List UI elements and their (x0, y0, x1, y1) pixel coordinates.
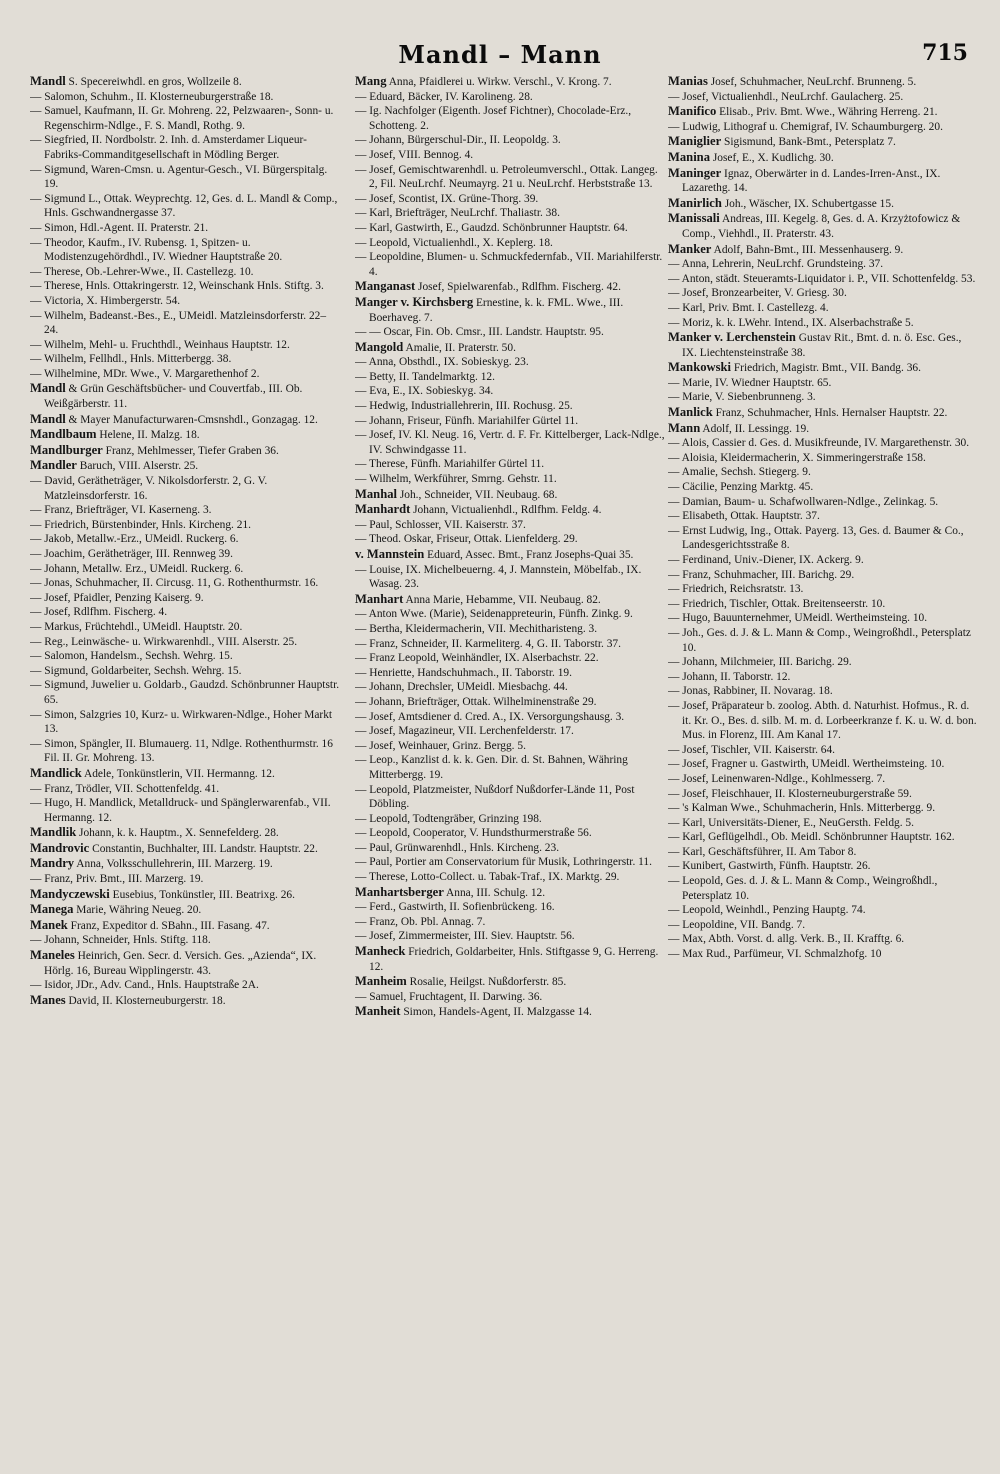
directory-entry: Manhardt Johann, Victualienhdl., Rdlfhm. Feldg. 4. (355, 502, 602, 517)
directory-entry: Mangold Amalie, II. Praterstr. 50. (355, 339, 516, 354)
directory-entry: Manina Josef, E., X. Kudlichg. 30. (668, 149, 834, 164)
directory-entry: — Franz, Briefträger, VI. Kaserneng. 3. (30, 504, 212, 517)
directory-entry: Mann Adolf, II. Lessingg. 19. (668, 420, 810, 435)
directory-entry: Mandl & Mayer Manufacturwaren-Cmsnshdl., Gonzagag. 12. (30, 411, 318, 426)
directory-entry: — Leopoldine, Blumen- u. Schmuckfedernfab., VII. Mariahilferstr. 4. (355, 251, 663, 278)
directory-entry: — Simon, Spängler, II. Blumauerg. 11, Ndlge. Rothenthurmstr. 16 Fil. II. Gr. Mohreng. 13. (30, 737, 333, 765)
directory-entry: — Leopold, Cooperator, V. Hundsthurmerstraße 56. (355, 827, 592, 840)
directory-entry: Manhartsberger Anna, III. Schulg. 12. (355, 884, 546, 899)
directory-entry: — Ernst Ludwig, Ing., Ottak. Payerg. 13, Ges. d. Baumer & Co., Landesgerichtsstraße 8. (668, 524, 964, 552)
directory-entry: — Victoria, X. Himbergerstr. 54. (30, 294, 181, 307)
directory-entry: — Josef, Zimmermeister, III. Siev. Hauptstr. 56. (355, 930, 575, 943)
directory-entry: Manlick Franz, Schuhmacher, Hnls. Hernalser Hauptstr. 22. (668, 405, 948, 420)
directory-entry: — Theodor, Kaufm., IV. Rubensg. 1, Spitzen- u. Modistenzugehördhdl., IV. Wiedner Hauptstraße 20. (30, 236, 283, 264)
directory-entry: Manger v. Kirchsberg Ernestine, k. k. FML. Wwe., III. Boerhaveg. 7. (355, 294, 624, 324)
directory-entry: — Jakob, Metallw.-Erz., UMeidl. Ruckerg. 6. (30, 533, 239, 546)
directory-entry: — Franz, Schneider, II. Karmeliterg. 4, G. II. Taborstr. 37. (355, 637, 621, 650)
directory-entry: Maninger Ignaz, Oberwärter in d. Landes-Irren-Anst., IX. Lazarethg. 14. (668, 165, 941, 195)
directory-entry: Manek Franz, Expeditor d. SBahn., III. Fasang. 47. (30, 917, 270, 932)
directory-entry: — Josef, Rdlfhm. Fischerg. 4. (30, 606, 168, 619)
directory-entry: — David, Gerätheträger, V. Nikolsdorferstr. 2, G. V. Matzleinsdorferstr. 16. (30, 475, 268, 502)
directory-entry: — Karl, Geschäftsführer, II. Am Tabor 8. (668, 845, 857, 858)
directory-entry: Mang Anna, Pfaidlerei u. Wirkw. Verschl., V. Krong. 7. (355, 74, 612, 88)
directory-entry: Manhart Anna Marie, Hebamme, VII. Neubaug. 82. (355, 591, 601, 606)
directory-entry: Maniglier Sigismund, Bank-Bmt., Petersplatz 7. (668, 134, 896, 149)
directory-entry: — Franz, Priv. Bmt., III. Marzerg. 19. (30, 873, 204, 886)
directory-entry: — Wilhelm, Mehl- u. Fruchthdl., Weinhaus Hauptstr. 12. (30, 338, 290, 351)
directory-entry: — Josef, VIII. Bennog. 4. (355, 148, 474, 161)
columns (30, 74, 976, 1454)
directory-entry: — Josef, Fragner u. Gastwirth, UMeidl. Wertheimsteing. 10. (668, 758, 945, 771)
directory-entry: — Alois, Cassier d. Ges. d. Musikfreunde, IV. Margarethenstr. 30. (668, 437, 970, 450)
directory-entry: — Franz, Ob. Pbl. Annag. 7. (355, 915, 486, 928)
directory-entry: — Josef, Weinhauer, Grinz. Bergg. 5. (355, 739, 526, 752)
directory-entry: — Johann, Metallw. Erz., UMeidl. Ruckerg. 6. (30, 562, 244, 575)
directory-entry: Mandlburger Franz, Mehlmesser, Tiefer Graben 36. (30, 442, 279, 457)
directory-entry: — Josef, Bronzearbeiter, V. Griesg. 30. (668, 287, 847, 300)
directory-entry: — Jonas, Schuhmacher, II. Circusg. 11, G. Rothenthurmstr. 16. (30, 577, 319, 590)
directory-entry: — Johann, Milchmeier, III. Barichg. 29. (668, 656, 852, 669)
directory-entry: — Leopold, Platzmeister, Nußdorf Nußdorfer-Lände 11, Post Döbling. (355, 783, 635, 811)
directory-entry: — Jonas, Rabbiner, II. Novarag. 18. (668, 685, 833, 698)
directory-entry: — Elisabeth, Ottak. Hauptstr. 37. (668, 510, 820, 523)
directory-entry: — Johann, Briefträger, Ottak. Wilhelminenstraße 29. (355, 695, 597, 708)
directory-entry: Maneles Heinrich, Gen. Secr. d. Versich. Ges. „Azienda“, IX. Hörlg. 16, Bureau Wipplingerstr. 43. (30, 948, 317, 977)
directory-entry: — Friedrich, Bürstenbinder, Hnls. Kircheng. 21. (30, 518, 251, 531)
directory-entry: — Johann, Drechsler, UMeidl. Miesbachg. 44. (355, 681, 568, 694)
directory-entry: — Johann, Schneider, Hnls. Stiftg. 118. (30, 934, 211, 947)
directory-entry: Mandry Anna, Volksschullehrerin, III. Marzerg. 19. (30, 856, 273, 871)
directory-entry: — Leopold, Victualienhdl., X. Keplerg. 18. (355, 236, 553, 249)
directory-entry: — Henriette, Handschuhmach., II. Taborstr. 19. (355, 666, 572, 679)
directory-entry: — Ludwig, Lithograf u. Chemigraf, IV. Schaumburgerg. 20. (668, 120, 943, 133)
directory-entry: — Joachim, Gerätheträger, III. Rennweg 39. (30, 548, 233, 560)
directory-entry: — Leopold, Todtengräber, Grinzing 198. (355, 812, 542, 825)
directory-entry: Manes David, II. Klosterneuburgerstr. 18. (30, 992, 226, 1007)
directory-entry: — Josef, Tischler, VII. Kaiserstr. 64. (668, 743, 836, 756)
directory-entry: — Therese, Fünfh. Mariahilfer Gürtel 11. (355, 458, 545, 471)
directory-entry: Manheit Simon, Handels-Agent, II. Malzgasse 14. (355, 1004, 592, 1019)
directory-entry: — Cäcilie, Penzing Marktg. 45. (668, 481, 814, 494)
directory-entry: — Wilhelm, Werkführer, Smrng. Gehstr. 11. (355, 473, 557, 486)
directory-entry: — Johann, II. Taborstr. 12. (668, 670, 791, 683)
directory-entry: Manifico Elisab., Priv. Bmt. Wwe., Währing Herreng. 21. (668, 104, 938, 119)
directory-entry: — Damian, Baum- u. Schafwollwaren-Ndlge., Zelinkag. 5. (668, 495, 939, 508)
directory-entry: — Hedwig, Industriallehrerin, III. Rochusg. 25. (355, 400, 573, 413)
directory-entry: — Josef, Amtsdiener d. Cred. A., IX. Versorgungshausg. 3. (355, 710, 625, 723)
directory-entry: — Anna, Lehrerin, NeuLrchf. Grundsteing. 37. (668, 258, 884, 271)
directory-entry: — Moriz, k. k. LWehr. Intend., IX. Alserbachstraße 5. (668, 316, 914, 329)
directory-entry: — Franz Leopold, Weinhändler, IX. Alserbachstr. 22. (355, 652, 599, 665)
directory-entry: — Joh., Ges. d. J. & L. Mann & Comp., Weingroßhdl., Petersplatz 10. (668, 626, 971, 654)
directory-entry: — Johann, Friseur, Fünfh. Mariahilfer Gürtel 11. (355, 414, 579, 427)
directory-entry: — Josef, Fleischhauer, II. Klosterneuburgerstraße 59. (668, 787, 912, 800)
directory-entry: Mankowski Friedrich, Magistr. Bmt., VII. Bandg. 36. (668, 360, 921, 375)
directory-entry: — Anton Wwe. (Marie), Seidenappreteurin, Fünfh. Zinkg. 9. (355, 608, 633, 621)
directory-entry: — Therese, Ob.-Lehrer-Wwe., II. Castellezg. 10. (30, 265, 254, 278)
directory-entry: — Paul, Grünwarenhdl., Hnls. Kircheng. 23. (355, 841, 560, 854)
directory-entry: — Bertha, Kleidermacherin, VII. Mechitharisteng. 3. (355, 622, 598, 635)
directory-entry: — Simon, Salzgries 10, Kurz- u. Wirkwaren-Ndlge., Hoher Markt 13. (30, 708, 333, 736)
directory-entry: — Markus, Früchtehdl., UMeidl. Hauptstr. 20. (30, 620, 243, 633)
directory-entry: — 's Kalman Wwe., Schuhmacherin, Hnls. Mitterbergg. 9. (668, 802, 936, 815)
directory-entry: Manganast Josef, Spielwarenfab., Rdlfhm. Fischerg. 42. (355, 279, 621, 294)
directory-entry: — Samuel, Fruchtagent, II. Darwing. 36. (355, 990, 543, 1003)
directory-entry: — Sigmund, Goldarbeiter, Sechsh. Wehrg. 15. (30, 664, 242, 677)
directory-entry: — Paul, Portier am Conservatorium für Musik, Lothringerstr. 11. (355, 856, 652, 869)
directory-entry: — Paul, Schlosser, VII. Kaiserstr. 37. (355, 518, 526, 531)
directory-entry: Mandl & Grün Geschäftsbücher- und Couvertfab., III. Ob. Weißgärberstr. 11. (30, 381, 303, 411)
directory-entry: — Anton, städt. Steueramts-Liquidator i. P., VII. Schottenfeldg. 53. (668, 272, 976, 285)
directory-entry: — Leopold, Ges. d. J. & L. Mann & Comp., Weingroßhdl., Petersplatz 10. (668, 875, 938, 902)
directory-entry: Manker Adolf, Bahn-Bmt., III. Messenhauserg. 9. (668, 241, 904, 256)
directory-entry: — Sigmund, Waren-Cmsn. u. Agentur-Gesch., VI. Bürgerspitalg. 19. (30, 163, 328, 191)
directory-entry: — Reg., Leinwäsche- u. Wirkwarenhdl., VIII. Alserstr. 25. (30, 635, 298, 648)
directory-entry: Manheck Friedrich, Goldarbeiter, Hnls. Stiftgasse 9, G. Herreng. 12. (355, 944, 659, 973)
directory-entry: — Josef, Scontist, IX. Grüne-Thorg. 39. (355, 192, 539, 205)
column-1 (30, 74, 340, 1454)
directory-entry: — Friedrich, Tischler, Ottak. Breitenseerstr. 10. (668, 597, 886, 610)
directory-entry: — Wilhelm, Badeanst.-Bes., E., UMeidl. Matzleinsdorferstr. 22–24. (30, 309, 327, 337)
directory-entry: Mandlik Johann, k. k. Hauptm., X. Sennefelderg. 28. (30, 825, 279, 840)
directory-entry: — Leop., Kanzlist d. k. k. Gen. Dir. d. St. Bahnen, Währing Mitterbergg. 19. (355, 754, 628, 781)
directory-entry: v. Mannstein Eduard, Assec. Bmt., Franz Josephs-Quai 35. (355, 547, 634, 561)
directory-entry: — Johann, Bürgerschul-Dir., II. Leopoldg. 3. (355, 134, 561, 147)
directory-entry: — Max Rud., Parfümeur, VI. Schmalzhofg. 10 (668, 948, 882, 961)
directory-entry: — Friedrich, Reichsratstr. 13. (668, 583, 804, 596)
directory-entry: — Anna, Obsthdl., IX. Sobieskyg. 23. (355, 356, 529, 369)
directory-entry: — Ig. Nachfolger (Eigenth. Josef Fichtner), Chocolade-Erz., Schotteng. 2. (355, 105, 632, 132)
directory-entry: — Josef, Gemischtwarenhdl. u. Petroleumverschl., Ottak. Langeg. 2, Fil. NeuLrchf. Neumayrg. 21 u. NeuLrchf. Herbststraße 13. (355, 163, 658, 191)
directory-entry: — Therese, Hnls. Ottakringerstr. 12, Weinschank Hnls. Stiftg. 3. (30, 280, 324, 293)
directory-entry: — Salomon, Schuhm., II. Klosterneuburgerstraße 18. (30, 90, 274, 103)
directory-entry: Manissali Andreas, III. Kegelg. 8, Ges. d. A. Krzyżtofowicz & Comp., Viehhdl., II. Praterstr. 43. (668, 211, 961, 240)
directory-entry: Mandl S. Specereiwhdl. en gros, Wollzeile 8. (30, 74, 242, 88)
directory-entry: — Leopold, Weinhdl., Penzing Hauptg. 74. (668, 904, 866, 917)
directory-entry: Manheim Rosalie, Heilgst. Nußdorferstr. 85. (355, 974, 567, 989)
directory-entry: — Josef, Präparateur b. zoolog. Abth. d. Naturhist. Hofmus., R. d. it. Kr. O., Bes. d. silb. M. m. d. Lorbeerkranze f. K. u. W. d. bon. Mus. in Florenz, III. Am Kanal 17. (668, 699, 977, 742)
directory-entry: — Karl, Universitäts-Diener, E., NeuGersth. Feldg. 5. (668, 816, 914, 829)
directory-entry: — Eduard, Bäcker, IV. Karolineng. 28. (355, 90, 533, 103)
directory-entry: — Samuel, Kaufmann, II. Gr. Mohreng. 22, Pelzwaaren-, Sonn- u. Regenschirm-Ndlge., F. S. Mandl, Rothg. 9. (30, 105, 334, 132)
directory-entry: — Karl, Briefträger, NeuLrchf. Thaliastr. 38. (355, 207, 560, 220)
directory-entry: — Therese, Lotto-Collect. u. Tabak-Traf., IX. Marktg. 29. (355, 871, 620, 884)
directory-entry: — Leopoldine, VII. Bandg. 7. (668, 918, 806, 931)
directory-entry: — Siegfried, II. Nordbolstr. 2. Inh. d. Amsterdamer Liqueur-Fabriks-Commanditgesellschaft in Mödling Berger. (30, 134, 307, 161)
directory-entry: — Max, Abth. Vorst. d. allg. Verk. B., II. Krafftg. 6. (668, 933, 905, 946)
directory-entry: — Ferd., Gastwirth, II. Sofienbrückeng. 16. (355, 901, 555, 914)
directory-entry: — Eva, E., IX. Sobieskyg. 34. (355, 385, 494, 398)
directory-entry: Manirlich Joh., Wäscher, IX. Schubertgasse 15. (668, 195, 894, 210)
directory-entry: Mandrovic Constantin, Buchhalter, III. Landstr. Hauptstr. 22. (30, 840, 318, 855)
directory-entry: — Marie, IV. Wiedner Hauptstr. 65. (668, 376, 832, 389)
directory-entry: Manhal Joh., Schneider, VII. Neubaug. 68. (355, 486, 558, 501)
directory-entry: — Franz, Schuhmacher, III. Barichg. 29. (668, 568, 855, 581)
directory-entry: — Josef, Victualienhdl., NeuLrchf. Gaulacherg. 25. (668, 90, 904, 103)
directory-entry: Manega Marie, Währing Neueg. 20. (30, 902, 202, 917)
directory-entry: Manker v. Lerchenstein Gustav Rit., Bmt. d. n. ö. Esc. Ges., IX. Liechtensteinstraße 38. (668, 330, 962, 359)
directory-entry: — Sigmund, Juwelier u. Goldarb., Gaudzd. Schönbrunner Hauptstr. 65. (30, 679, 340, 706)
directory-entry: — Wilhelmine, MDr. Wwe., V. Margarethenhof 2. (30, 367, 260, 380)
directory-entry: — Josef, IV. Kl. Neug. 16, Vertr. d. F. Fr. Kittelberger, Lack-Ndlge., IV. Schwindgasse 11. (355, 429, 665, 456)
directory-entry: — Josef, Leinenwaren-Ndlge., Kohlmesserg. 7. (668, 772, 886, 785)
directory-entry: Mandler Baruch, VIII. Alserstr. 25. (30, 458, 199, 473)
directory-entry: — Aloisia, Kleidermacherin, X. Simmeringerstraße 158. (668, 451, 926, 464)
directory-entry: — Amalie, Sechsh. Stiegerg. 9. (668, 466, 811, 479)
directory-entry: — Karl, Geflügelhdl., Ob. Meidl. Schönbrunner Hauptstr. 162. (668, 831, 955, 844)
column-3 (668, 74, 978, 1454)
directory-entry: — Betty, II. Tandelmarktg. 12. (355, 370, 495, 383)
running-head: Mandl – Mann (398, 40, 602, 69)
directory-entry: — Kunibert, Gastwirth, Fünfh. Hauptstr. 26. (668, 860, 871, 873)
directory-entry: — Sigmund L., Ottak. Weyprechtg. 12, Ges. d. L. Mandl & Comp., Hnls. Gschwandnergasse 37. (30, 192, 338, 220)
page-header (0, 38, 1000, 68)
directory-entry: — Hugo, Bauunternehmer, UMeidl. Wertheimsteing. 10. (668, 612, 928, 625)
directory-entry: — Wilhelm, Fellhdl., Hnls. Mitterbergg. 38. (30, 353, 232, 366)
directory-entry: Mandlbaum Helene, II. Malzg. 18. (30, 427, 200, 442)
directory-entry: Mandlick Adele, Tonkünstlerin, VII. Hermanng. 12. (30, 765, 275, 780)
directory-entry: Mandyczewski Eusebius, Tonkünstler, III. Beatrixg. 26. (30, 886, 295, 901)
directory-entry: — Franz, Trödler, VII. Schottenfeldg. 41. (30, 782, 220, 795)
directory-entry: — Isidor, JDr., Adv. Cand., Hnls. Hauptstraße 2A. (30, 979, 259, 992)
directory-entry: — Josef, Magazineur, VII. Lerchenfelderstr. 17. (355, 725, 574, 738)
directory-entry: — Karl, Priv. Bmt. I. Castellezg. 4. (668, 301, 829, 314)
directory-entry: — — Oscar, Fin. Ob. Cmsr., III. Landstr. Hauptstr. 95. (355, 326, 604, 339)
directory-entry: — Theod. Oskar, Friseur, Ottak. Lienfelderg. 29. (355, 533, 578, 546)
directory-entry: — Louise, IX. Michelbeuerng. 4, J. Mannstein, Möbelfab., IX. Wasag. 23. (355, 563, 642, 591)
directory-entry: — Marie, V. Siebenbrunneng. 3. (668, 391, 816, 404)
directory-entry: — Karl, Gastwirth, E., Gaudzd. Schönbrunner Hauptstr. 64. (355, 221, 628, 234)
directory-entry: — Hugo, H. Mandlick, Metalldruck- und Spänglerwarenfab., VII. Hermanng. 12. (30, 797, 331, 824)
directory-entry: Manias Josef, Schuhmacher, NeuLrchf. Brunneng. 5. (668, 74, 917, 88)
directory-entry: — Josef, Pfaidler, Penzing Kaiserg. 9. (30, 591, 204, 604)
column-2 (355, 74, 665, 1454)
directory-entry: — Simon, Hdl.-Agent. II. Praterstr. 21. (30, 221, 209, 234)
directory-entry: — Salomon, Handelsm., Sechsh. Wehrg. 15. (30, 650, 233, 663)
directory-entry: — Ferdinand, Univ.-Diener, IX. Ackerg. 9. (668, 554, 864, 566)
page-number: 715 (922, 40, 968, 66)
